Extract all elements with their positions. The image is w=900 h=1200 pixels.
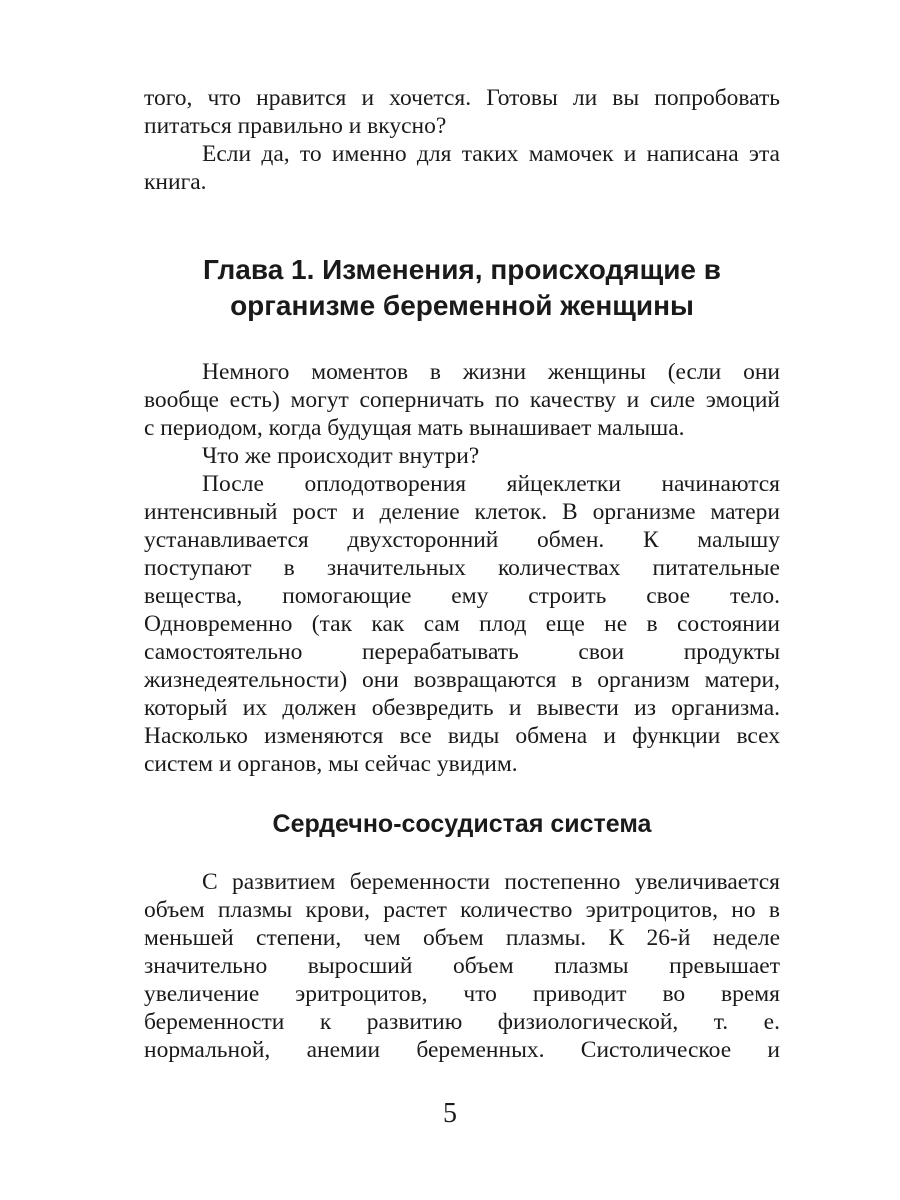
text-line: устанавливается двухсторонний обмен. К малышу xyxy=(144,527,780,553)
text-line: вообще есть) могут соперничать по качеству и силе эмоций xyxy=(144,387,780,413)
text-line: объем плазмы крови, растет количество эритроцитов, но в xyxy=(144,897,780,923)
text-line: После оплодотворения яйцеклетки начинаются xyxy=(202,471,780,497)
text-line: С развитием беременности постепенно увеличивается xyxy=(202,869,780,895)
text-line: Что же происходит внутри? xyxy=(202,443,480,469)
text-line: Насколько изменяются все виды обмена и функции всех xyxy=(144,723,780,749)
text-line: книга. xyxy=(144,169,207,195)
text-line: Если да, то именно для таких мамочек и написана эта xyxy=(202,141,780,167)
text-line: Немного моментов в жизни женщины (если они xyxy=(202,359,780,385)
chapter-title-line-2: организме беременной женщины xyxy=(230,290,694,321)
text-line: с периодом, когда будущая мать вынашивает малыша. xyxy=(144,415,685,441)
text-line: увеличение эритроцитов, что приводит во время xyxy=(144,981,780,1007)
text-line: значительно выросший объем плазмы превышает xyxy=(144,953,780,979)
text-line: интенсивный рост и деление клеток. В организме матери xyxy=(144,499,780,525)
chapter-paragraph-2 xyxy=(144,442,780,470)
text-line: питаться правильно и вкусно? xyxy=(144,113,447,139)
text-line: поступают в значительных количествах питательные xyxy=(144,555,780,581)
page-body xyxy=(144,84,780,1064)
chapter-title-line-1: Глава 1. Изменения, происходящие в xyxy=(203,254,721,285)
text-line: который их должен обезвредить и вывести из организма. xyxy=(144,695,780,721)
text-line: Одновременно (так как сам плод еще не в состоянии xyxy=(144,611,780,637)
chapter-paragraph-1 xyxy=(144,358,780,442)
text-line: нормальной, анемии беременных. Систолическое и xyxy=(144,1037,780,1063)
chapter-heading xyxy=(144,252,780,324)
section-heading xyxy=(144,808,780,840)
section-paragraph-1 xyxy=(144,868,780,1064)
text-line: самостоятельно перерабатывать свои продукты xyxy=(144,639,780,665)
text-line: беременности к развитию физиологической, т. е. xyxy=(144,1009,780,1035)
text-line: систем и органов, мы сейчас увидим. xyxy=(144,751,518,777)
text-line: жизнедеятельности) они возвращаются в организм матери, xyxy=(144,667,780,693)
intro-paragraph-2 xyxy=(144,140,780,196)
text-line: вещества, помогающие ему строить свое тело. xyxy=(144,583,780,609)
page-number: 5 xyxy=(443,1098,457,1129)
section-title: Сердечно-сосудистая система xyxy=(272,810,652,838)
text-line: меньшей степени, чем объем плазмы. К 26-й неделе xyxy=(144,925,780,951)
intro-paragraph-1 xyxy=(144,84,780,140)
text-line: того, что нравится и хочется. Готовы ли вы попробовать xyxy=(144,85,780,111)
chapter-paragraph-3 xyxy=(144,470,780,778)
